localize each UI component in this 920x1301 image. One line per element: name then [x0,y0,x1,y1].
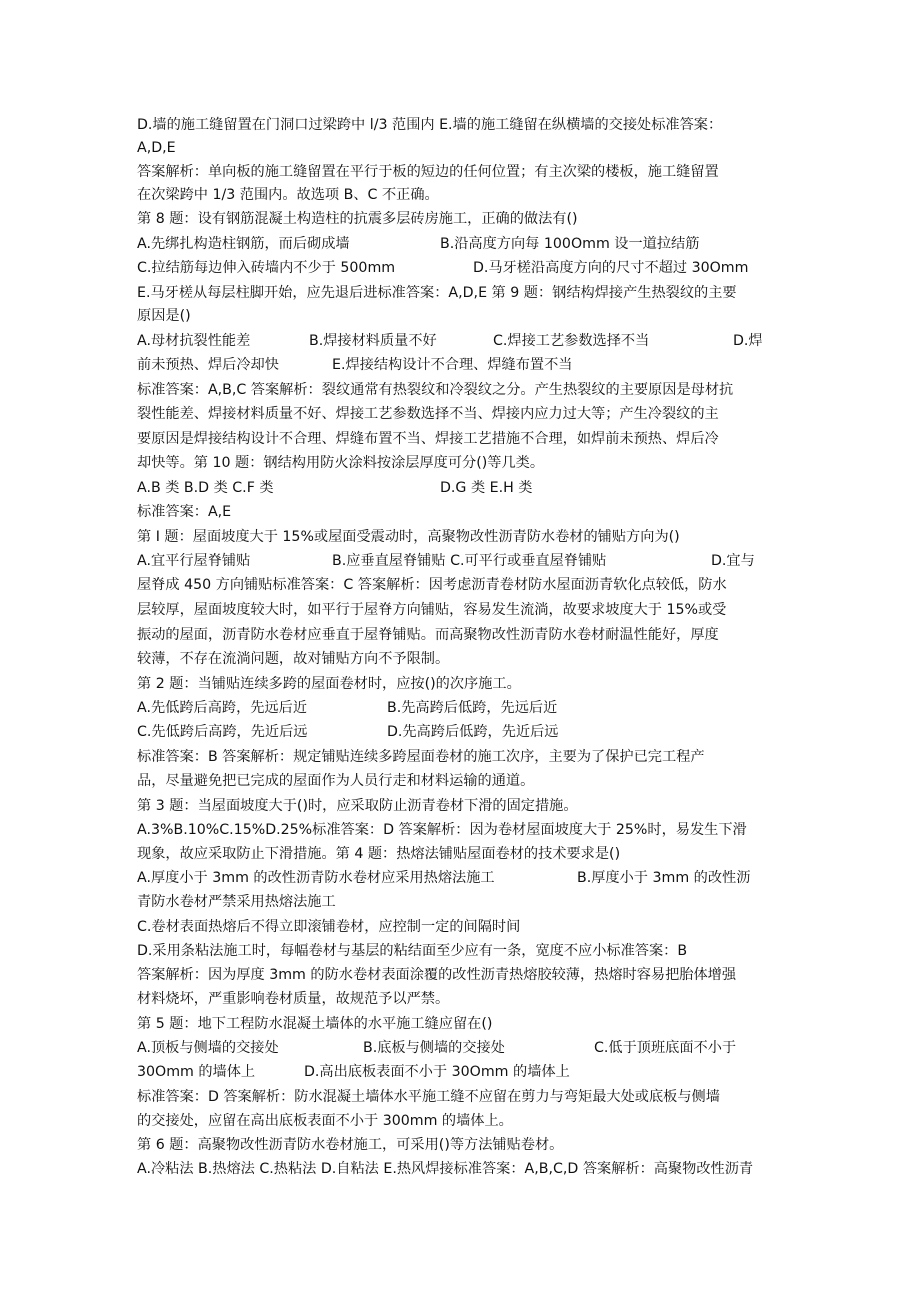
text-segment: E.马牙槎从每层柱脚开始，应先退后进标准答案：A,D,E 第 9 题：钢结构焊接产生热裂纹的主要 [137,285,737,301]
text-segment: 标准答案：D 答案解析：防水混凝土墙体水平施工缝不应留在剪力与弯矩最大处或底板与侧墙 [137,1089,720,1105]
text-line [137,795,787,817]
text-segment: C.拉结筋每边伸入砖墙内不少于 500mm [137,260,396,276]
text-segment: 答案解析：因为厚度 3mm 的防水卷材表面涂覆的改性沥青热熔胶较薄，热熔时容易把胎体增强 [137,967,737,983]
text-segment: 第 5 题：地下工程防水混凝土墙体的水平施工缝应留在() [137,1016,493,1032]
text-segment: 标准答案：B 答案解析：规定铺贴连续多跨屋面卷材的施工次序，主要为了保护已完工程产 [137,749,705,765]
text-segment: D.先高跨后低跨，先近后远 [387,724,559,740]
text-segment: 第 6 题：高聚物改性沥青防水卷材施工，可采用()等方法铺贴卷材。 [137,1137,564,1153]
text-segment: A.先低跨后高跨，先远后近 [137,700,308,716]
text-segment: 较薄，不存在流淌问题，故对铺贴方向不予限制。 [137,651,450,667]
text-line [137,282,787,304]
text-line [137,770,787,792]
text-segment: C.低于顶班底面不小于 [594,1040,737,1056]
text-line [137,574,787,596]
text-line [137,1134,787,1156]
text-segment: E.焊接结构设计不合理、焊缝布置不当 [332,357,573,373]
text-line [137,988,787,1010]
text-segment: 却快等。第 10 题：钢结构用防火涂料按涂层厚度可分()等几类。 [137,455,545,471]
text-segment: A.宜平行屋脊铺贴 [137,553,251,569]
text-line [137,161,787,183]
text-segment: D.G 类 E.H 类 [440,480,533,496]
text-segment: B.厚度小于 3mm 的改性沥 [577,870,751,886]
text-segment: 标准答案：A,B,C 答案解析：裂纹通常有热裂纹和冷裂纹之分。产生热裂纹的主要原因是母材抗 [137,382,734,398]
text-segment: B.应垂直屋脊铺贴 C.可平行或垂直屋脊铺贴 [332,553,607,569]
text-line [137,746,787,768]
text-line [137,599,787,621]
text-line [137,819,787,841]
text-line [137,330,787,352]
text-segment: B.底板与侧墙的交接处 [363,1040,505,1056]
text-segment: A,D,E [137,140,176,156]
text-line [137,233,787,255]
text-segment: 材料烧坏，严重影响卷材质量，故规范予以严禁。 [137,991,450,1007]
text-line [137,1110,787,1132]
text-line [137,137,787,159]
text-segment: 振动的屋面，沥青防水卷材应垂直于屋脊铺贴。而高聚物改性沥青防水卷材耐温性能好，厚度 [137,627,719,643]
text-line [137,184,787,206]
text-line [137,354,787,376]
text-line [137,1037,787,1059]
text-line [137,208,787,230]
text-segment: A.先绑扎构造柱钢筋，而后砌成墙 [137,236,350,252]
text-segment: B.沿高度方向每 100Omm 设一道拉结筋 [440,236,700,252]
text-segment: D.采用条粘法施工时，每幅卷材与基层的粘结面至少应有一条，宽度不应小标准答案：B [137,943,688,959]
text-segment: A.B 类 B.D 类 C.F 类 [137,480,274,496]
text-line [137,916,787,938]
text-line [137,257,787,279]
text-segment: 原因是() [137,308,191,324]
text-segment: A.冷粘法 B.热熔法 C.热粘法 D.自粘法 E.热风焊接标准答案：A,B,C,D 答案解析：高聚物改性沥青 [137,1161,754,1177]
text-line [137,428,787,450]
text-segment: C.焊接工艺参数选择不当 [493,333,650,349]
text-line [137,867,787,889]
text-line [137,477,787,499]
text-segment: C.卷材表面热熔后不得立即滚铺卷材，应控制一定的间隔时间 [137,919,521,935]
text-segment: 30Omm 的墙体上 [137,1064,256,1080]
text-segment: 第 8 题：设有钢筋混凝土构造柱的抗震多层砖房施工，正确的做法有() [137,211,578,227]
text-line [137,843,787,865]
text-line [137,697,787,719]
text-segment: 标准答案：A,E [137,504,232,520]
text-segment: A.3%B.10%C.15%D.25%标准答案：D 答案解析：因为卷材屋面坡度大于 25%时，易发生下滑 [137,822,747,838]
text-line [137,1158,787,1180]
text-line [137,526,787,548]
text-line [137,1013,787,1035]
text-segment: 层较厚，屋面坡度较大时，如平行于屋脊方向铺贴，容易发生流淌，故要求坡度大于 15%或受 [137,602,727,618]
text-line [137,940,787,962]
text-line [137,114,787,136]
text-segment: B.焊接材料质量不好 [309,333,437,349]
text-segment: 屋脊成 450 方向铺贴标准答案：C 答案解析：因考虑沥青卷材防水屋面沥青软化点较低，防水 [137,577,727,593]
text-segment: 品，尽量避免把已完成的屋面作为人员行走和材料运输的通道。 [137,773,535,789]
text-line [137,964,787,986]
text-line [137,403,787,425]
text-line [137,673,787,695]
text-line [137,305,787,327]
text-line [137,379,787,401]
text-line [137,501,787,523]
text-line [137,721,787,743]
text-segment: 现象，故应采取防止下滑措施。第 4 题：热熔法铺贴屋面卷材的技术要求是() [137,846,621,862]
text-segment: D.焊 [733,333,763,349]
text-line [137,624,787,646]
text-segment: D.高出底板表面不小于 30Omm 的墙体上 [304,1064,570,1080]
text-segment: 前未预热、焊后冷却快 [137,357,279,373]
text-segment: B.先高跨后低跨，先远后近 [387,700,558,716]
text-line [137,1061,787,1083]
text-segment: D.宜与 [711,553,755,569]
text-line [137,891,787,913]
text-segment: A.母材抗裂性能差 [137,333,251,349]
text-line [137,1086,787,1108]
text-segment: 青防水卷材严禁采用热熔法施工 [137,894,336,910]
text-line [137,648,787,670]
text-segment: C.先低跨后高跨，先近后远 [137,724,308,740]
text-segment: A.厚度小于 3mm 的改性沥青防水卷材应采用热熔法施工 [137,870,495,886]
text-segment: 在次梁跨中 1/3 范围内。故选项 B、C 不正确。 [137,187,439,203]
text-segment: 第 3 题：当屋面坡度大于()时，应采取防止沥青卷材下滑的固定措施。 [137,798,578,814]
text-line [137,452,787,474]
text-segment: 第 I 题：屋面坡度大于 15%或屋面受震动时，高聚物改性沥青防水卷材的铺贴方向为() [137,529,680,545]
text-segment: 第 2 题：当铺贴连续多跨的屋面卷材时，应按()的次序施工。 [137,676,521,692]
text-segment: 要原因是焊接结构设计不合理、焊缝布置不当、焊接工艺措施不合理，如焊前未预热、焊后冷 [137,431,719,447]
text-segment: 答案解析：单向板的施工缝留置在平行于板的短边的任何位置；有主次梁的楼板，施工缝留置 [137,164,719,180]
text-segment: 裂性能差、焊接材料质量不好、焊接工艺参数选择不当、焊接内应力过大等；产生冷裂纹的主 [137,406,719,422]
text-segment: 的交接处，应留在高出底板表面不小于 300mm 的墙体上。 [137,1113,513,1129]
text-segment: D.墙的施工缝留置在门洞口过梁跨中 l/3 范围内 E.墙的施工缝留在纵横墙的交接处标准答案： [137,117,723,133]
text-line [137,550,787,572]
text-segment: A.顶板与侧墙的交接处 [137,1040,279,1056]
text-segment: D.马牙槎沿高度方向的尺寸不超过 30Omm [473,260,749,276]
